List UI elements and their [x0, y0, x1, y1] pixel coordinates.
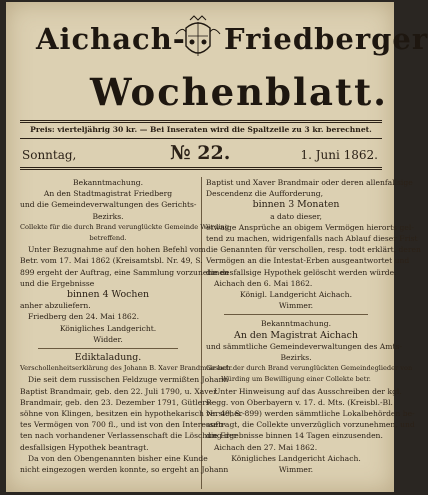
notice-line: Vermögen an die Intestat-Erben ausgeantwortet und: [206, 256, 410, 266]
price-rule: [20, 138, 382, 139]
notice-line: und die Gemeindeverwaltungen des Gerichts-: [20, 200, 197, 210]
notice-addressee: An den Magistrat Aichach: [234, 329, 358, 341]
notice-deadline: binnen 3 Monaten: [252, 199, 340, 211]
right-column: [206, 177, 421, 475]
notice-line: tes Vermögen von 700 fl., und ist von den Interessen-: [20, 420, 226, 430]
notice-authority: Königliches Landgericht Aichach.: [231, 453, 361, 463]
notice-place-date: Friedberg den 24. Mai 1862.: [28, 312, 139, 322]
notice-line: Betr. vom 17. Mai 1862 (Kreisamtsbl. Nr. 49, S.: [20, 256, 203, 266]
notice-line: die Genannten für verschollen, resp. todt erklärt, deren: [206, 245, 421, 255]
notice-line: Nr. 49, S. 899) werden sämmtliche Lokalbehörden be-: [206, 409, 415, 419]
notice-line: tend zu machen, widrigenfalls nach Ablauf dieser Frist: [206, 234, 418, 244]
notice-line: 899 ergeht der Auftrag, eine Sammlung vorzunehmen: [20, 267, 229, 277]
notice-subject: Gesuch der durch Brand verunglückten Gemeindeglieder von: [206, 364, 413, 373]
price-line: Preis: vierteljährig 30 kr. — Bei Inseraten wird die Spaltzeile zu 3 kr. berechnet.: [30, 125, 372, 134]
notice-line: Baptist Brandmair, geb. den 22. Juli 1790, u. Xaver: [20, 386, 217, 396]
dateline: [20, 142, 382, 164]
notice-line: Descendenz die Aufforderung,: [206, 189, 323, 199]
masthead-rule: [20, 120, 382, 123]
notice-separator: [224, 314, 368, 315]
notice-line: und sämmtliche Gemeindeverwaltungen des Amts-: [206, 341, 402, 351]
title-aichach: Aichach-: [36, 22, 186, 56]
notice-separator: [38, 348, 178, 349]
notice-authority: Königliches Landgericht.: [59, 323, 157, 333]
notice-line: Bezirks.: [280, 353, 312, 363]
title-wochenblatt: Wochenblatt.: [90, 70, 389, 114]
notice-place-date: Aichach den 6. Mai 1862.: [214, 278, 313, 288]
notice-heading: Bekanntmachung.: [261, 319, 331, 329]
notice-line: anher abzuliefern.: [20, 301, 91, 311]
left-column: [20, 177, 245, 475]
notice-subject: Collekte für die durch Brand verunglückte Gemeinde Würding: [20, 222, 229, 231]
notice-subject: Würding um Bewilligung einer Collekte betr.: [221, 375, 371, 384]
notice-heading: Ediktaladung.: [74, 352, 142, 364]
issue-number: № 22.: [170, 142, 231, 164]
notice-line: Baptist und Xaver Brandmair oder deren allenfallsige: [206, 178, 413, 187]
issue-day: Sonntag,: [22, 148, 77, 162]
notice-line: Bezirks.: [92, 211, 124, 221]
notice-deadline: binnen 4 Wochen: [66, 289, 150, 301]
notice-place-date: Aichach den 27. Mai 1862.: [214, 442, 318, 452]
notice-line: desfallsigen Hypothek beantragt.: [20, 442, 149, 452]
masthead: [6, 2, 428, 120]
notice-line: die desfallsige Hypothek gelöscht werden würde.: [206, 267, 397, 277]
issue-date: 1. Juni 1862.: [300, 148, 378, 162]
newspaper-page: [6, 2, 428, 492]
notice-subject: Verschollenheitserklärung des Johann B. Xaver Brandmair betr.: [20, 364, 233, 373]
notice-line: Brandmair, geb. den 23. Dezember 1791, Gütlers-: [20, 397, 213, 407]
notice-line: nicht eingezogen werden konnte, so ergeht an Johann: [20, 465, 229, 475]
notice-line: auftragt, die Collekte unverzüglich vorzunehmen, und: [206, 420, 415, 430]
title-friedberger: Friedberger: [224, 22, 428, 56]
notice-signature: Wimmer.: [278, 301, 314, 311]
notice-line: Unter Hinweisung auf das Ausschreiben der kgl.: [214, 386, 402, 396]
notice-signature: Widder.: [93, 334, 123, 344]
notice-line: a dato dieser,: [270, 211, 322, 221]
notice-signature: Wimmer.: [278, 465, 314, 475]
notice-line: und die Ergebnisse: [20, 278, 95, 288]
dateline-rule: [20, 167, 382, 170]
notice-line: Die seit dem russischen Feldzuge vermißten Johann: [28, 375, 229, 385]
notice-line: söhne von Klingen, besitzen ein hypothekarisch versicher-: [20, 409, 245, 419]
notice-line: Unter Bezugnahme auf den hohen Befehl vom: [28, 245, 206, 255]
coat-of-arms-icon: [172, 16, 224, 64]
notice-heading: Bekanntmachung.: [73, 178, 143, 187]
notice-line: etwaige Ansprüche an obigem Vermögen hierorts gel-: [206, 222, 414, 232]
notice-subject: betreffend.: [89, 234, 127, 243]
notice-line: Da von den Obengenannten bisher eine Kunde: [28, 453, 208, 463]
notice-line: Regg. von Oberbayern v. 17. d. Mts. (Kreisbl.-Bl.: [206, 397, 393, 407]
notice-line: ten nach vorhandener Verlassenschaft die Löschung der: [20, 431, 238, 441]
notice-addressee: An den Stadtmagistrat Friedberg: [43, 189, 173, 199]
notice-line: die Ergebnisse binnen 14 Tagen einzusenden.: [206, 431, 383, 441]
notice-authority: Königl. Landgericht Aichach.: [240, 290, 352, 300]
